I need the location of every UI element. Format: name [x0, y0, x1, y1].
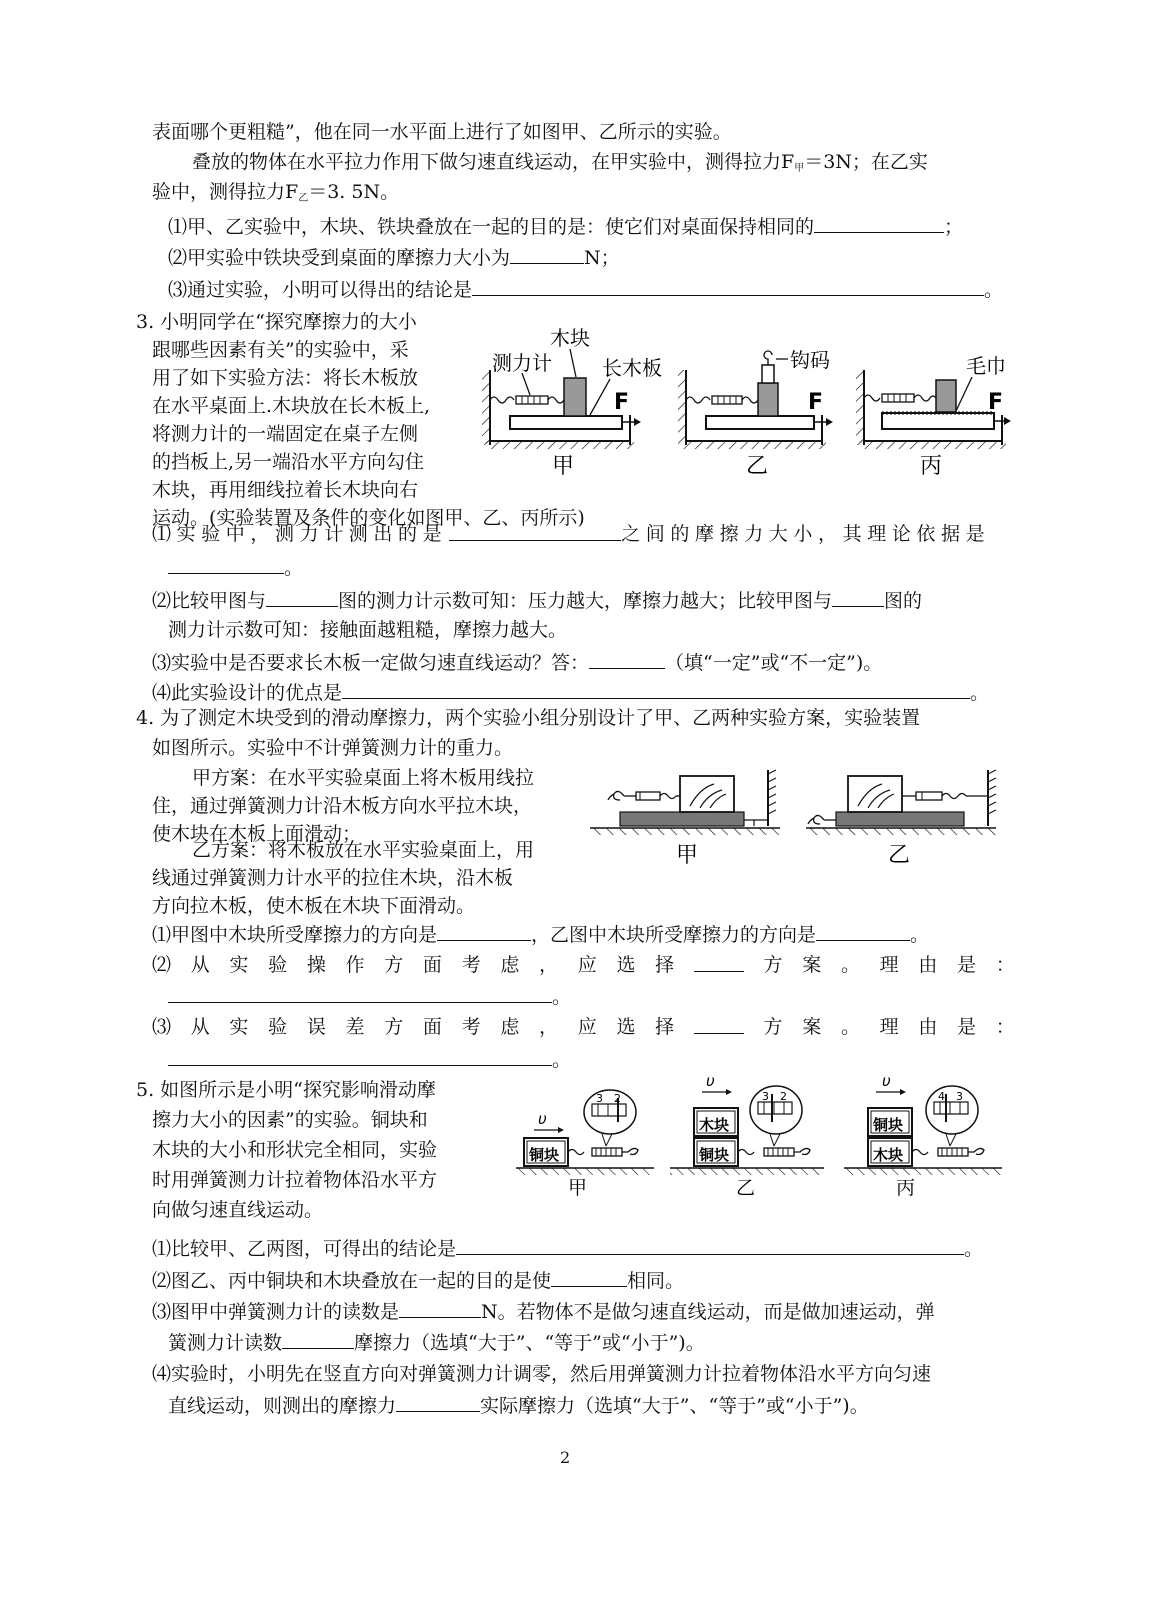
q5-s4-line2-b: 实际摩擦力（选填“大于”、“等于”或“小于”)。	[480, 1395, 869, 1417]
q3-panel-yi	[678, 348, 833, 479]
q5-dial-value: 2	[780, 1090, 787, 1103]
q4-intro1: 4. 为了测定木块受到的滑动摩擦力，两个实验小组分别设计了甲、乙两种实验方案，实验装置	[136, 707, 921, 729]
q4-s3-c: 差	[345, 1016, 365, 1038]
q2-s3-text: ⑶通过实验，小明可以得出的结论是	[168, 279, 473, 301]
q4-s2-c: 方	[763, 954, 783, 976]
q3-s2-blank1[interactable]	[266, 588, 338, 607]
q4-s2-c: 应	[577, 954, 597, 976]
q3-intro-line: 木块，再用细线拉着长木块向右	[152, 479, 419, 501]
q4-s3-c: 误	[306, 1016, 326, 1038]
q3-s1-blank2[interactable]	[168, 555, 284, 574]
q4-s3-c: 验	[268, 1016, 288, 1038]
q3-intro-line: 在水平桌面上.木块放在长木板上,	[152, 395, 431, 417]
q3-label-meter: 测力计	[492, 351, 552, 375]
q3-label-weight: 钩码	[790, 348, 830, 372]
q4-plan-b-line: 方向拉木板，使木板在木块下面滑动。	[152, 895, 476, 917]
q3-s2	[152, 588, 922, 613]
q5-intro-line: 5. 如图所示是小明“探究影响滑动摩	[136, 1079, 436, 1101]
q5-s2-b: 相同。	[627, 1270, 685, 1292]
q4-s2-end: 。	[552, 986, 572, 1008]
q2-line3-b: ＝3. 5N。	[308, 181, 400, 203]
q4-s3-c: ，	[539, 1016, 559, 1038]
q3-s1-blank[interactable]	[449, 522, 621, 541]
q4-s3-c: 从	[190, 1016, 210, 1038]
q5-v-label: υ	[882, 1072, 891, 1090]
q4-s3-c: 案	[802, 1016, 822, 1038]
q2-s2-blank[interactable]	[510, 245, 584, 264]
q5-s3-line2-b: 摩擦力（选填“大于”、“等于”或“小于”)。	[354, 1332, 705, 1354]
q2-s1	[168, 214, 963, 239]
q4-s1	[152, 922, 929, 947]
q3-panel-bing	[856, 354, 1011, 479]
q4-s3	[152, 1015, 1015, 1039]
q5-s4: ⑷实验时，小明先在竖直方向对弹簧测力计调零，然后用弹簧测力计拉着物体沿水平方向匀速	[152, 1363, 932, 1385]
q4-figure	[584, 768, 1004, 872]
q3-caption-yi: 乙	[746, 454, 769, 479]
q4-plan-a-line: 住，通过弹簧测力计沿木板方向水平拉木块，	[152, 795, 533, 817]
q2-s2	[168, 245, 620, 270]
q4-s1-end: 。	[910, 924, 930, 946]
q4-s3-c: 应	[577, 1016, 597, 1038]
q5-s4-blank[interactable]	[396, 1393, 480, 1412]
q4-plan-b-line: 线通过弹簧测力计水平的拉住木块，沿木板	[152, 867, 514, 889]
q4-s3-c: 实	[229, 1016, 249, 1038]
q3-caption-bing: 丙	[920, 454, 943, 479]
q4-s2-c: 虑	[500, 954, 520, 976]
q4-s1-b: ，乙图中木块所受摩擦力的方向是	[531, 924, 817, 946]
q3-label-force: F	[614, 390, 630, 415]
q5-s1-blank[interactable]	[456, 1236, 964, 1255]
q4-s2-c: 作	[345, 954, 365, 976]
q3-s2-b: 图的测力计示数可知：压力越大，摩擦力越大；比较甲图与	[338, 590, 833, 612]
q4-s2-c: 考	[461, 954, 481, 976]
q3-intro-line: 跟哪些因素有关”的实验中，采	[152, 339, 409, 361]
q5-dial-value: 2	[614, 1092, 621, 1105]
q4-s2-c: 是	[957, 954, 977, 976]
q3-label-force: F	[988, 390, 1004, 415]
q2-line2-sub: 甲	[794, 163, 805, 174]
q4-plan-a-line: 使木块在木板上面滑动；	[152, 823, 362, 845]
q4-s2-c: 由	[918, 954, 938, 976]
q4-s2-c: 择	[655, 954, 675, 976]
q5-figure	[510, 1070, 1010, 1204]
q2-line3-sub: 乙	[298, 193, 309, 204]
q5-s3-line2-a: 簧测力计读数	[168, 1332, 283, 1354]
q3-s2-c: 图的	[884, 590, 923, 612]
q4-s3-c: 选	[616, 1016, 636, 1038]
q3-intro-line: 将测力计的一端固定在桌子左侧	[152, 423, 419, 445]
q3-s1-full	[152, 522, 1015, 546]
q3-s2-line2: 测力计示数可知：接触面越粗糙，摩擦力越大。	[168, 619, 568, 641]
q4-s1-blank2[interactable]	[816, 922, 910, 941]
q4-s3-c: ：	[995, 1016, 1015, 1038]
q5-v-label: υ	[538, 1110, 547, 1128]
q3-s4-end: 。	[970, 682, 990, 704]
q5-intro-line: 时用弹簧测力计拉着物体沿水平方	[152, 1169, 438, 1191]
q5-s3-b: N。若物体不是做匀速直线运动，而是做加速运动，弹	[481, 1301, 935, 1323]
q5-panel-yi	[670, 1072, 824, 1199]
q5-copper-label: 铜块	[529, 1146, 560, 1164]
q3-label-towel: 毛巾	[966, 354, 1006, 378]
q4-caption-jia: 甲	[676, 843, 699, 868]
q5-s4-line2	[168, 1393, 869, 1418]
q3-s3-blank[interactable]	[589, 650, 665, 669]
q5-s1	[152, 1236, 983, 1261]
q2-s3-end: 。	[984, 279, 1004, 301]
q3-s2-blank2[interactable]	[832, 588, 884, 607]
q4-s3-c: 择	[655, 1016, 675, 1038]
q5-dial-value: 3	[596, 1092, 603, 1105]
q4-s3-reason-blank[interactable]	[168, 1047, 552, 1066]
q5-s3-blank2[interactable]	[282, 1330, 354, 1349]
q4-s2-c: ⑵	[152, 954, 172, 976]
page-number: 2	[560, 1448, 571, 1467]
q3-intro-line: 3. 小明同学在“探究摩擦力的大小	[136, 311, 417, 333]
q5-s1-end: 。	[964, 1238, 984, 1260]
q3-panel-jia	[482, 326, 662, 479]
q3-s3-a: ⑶实验中是否要求长木板一定做匀速直线运动？答：	[152, 652, 590, 674]
q4-s2-c: 从	[190, 954, 210, 976]
q2-s2-text: ⑵甲实验中铁块受到桌面的摩擦力大小为	[168, 247, 511, 269]
q4-s2-c: 验	[268, 954, 288, 976]
q5-s3-line2	[168, 1330, 705, 1355]
q4-s1-a: ⑴甲图中木块所受摩擦力的方向是	[152, 924, 438, 946]
q3-s3	[152, 650, 882, 675]
q5-intro-line: 擦力大小的因素”的实验。铜块和	[152, 1109, 428, 1131]
q4-s1-blank1[interactable]	[437, 922, 531, 941]
q4-s3-c: 理	[879, 1016, 899, 1038]
q4-s3-c: 面	[422, 1016, 442, 1038]
q3-intro-line: 的挡板上,另一端沿水平方向勾住	[152, 451, 425, 473]
q3-s4-blank[interactable]	[342, 680, 970, 699]
q3-s3-b: （填“一定”或“不一定”)。	[665, 652, 883, 674]
q4-s3-line2	[168, 1047, 571, 1072]
q5-s3	[152, 1299, 935, 1324]
q2-line2	[192, 150, 928, 181]
q4-s3-c: 由	[918, 1016, 938, 1038]
q5-s2-blank[interactable]	[551, 1268, 627, 1287]
q4-s2-c: 操	[306, 954, 326, 976]
q4-caption-yi: 乙	[888, 843, 911, 868]
q3-intro-line: 用了如下实验方法：将长木板放	[152, 367, 419, 389]
q2-s1-blank[interactable]	[814, 214, 944, 233]
q4-s3-c: 考	[461, 1016, 481, 1038]
q3-intro-line: 运动。(实验装置及条件的变化如图甲、乙、丙所示)	[152, 507, 585, 529]
q5-s2-a: ⑵图乙、丙中铜块和木块叠放在一起的目的是使	[152, 1270, 552, 1292]
q4-s2-c: 案	[802, 954, 822, 976]
q4-s2-reason-blank[interactable]	[168, 984, 552, 1003]
q2-line3	[152, 180, 399, 211]
q4-s3-c: 方	[763, 1016, 783, 1038]
q3-s2-a: ⑵比较甲图与	[152, 590, 267, 612]
q4-panel-yi	[806, 770, 996, 868]
q5-s4-line2-a: 直线运动，则测出的摩擦力	[168, 1395, 397, 1417]
q4-s2-c: 选	[616, 954, 636, 976]
q5-s2	[152, 1268, 684, 1293]
q5-copper-label: 铜块	[699, 1146, 730, 1164]
q2-s1-end: ；	[944, 216, 964, 238]
q4-s3-blank[interactable]	[694, 1015, 744, 1034]
q3-s4	[152, 680, 989, 705]
q2-line1: 表面哪个更粗糙”，他在同一水平面上进行了如图甲、乙所示的实验。	[152, 121, 732, 143]
q5-s1-text: ⑴比较甲、乙两图，可得出的结论是	[152, 1238, 457, 1260]
q2-s3-blank[interactable]	[472, 277, 984, 296]
q3-caption-jia: 甲	[552, 454, 575, 479]
q4-s2-c: 理	[879, 954, 899, 976]
q5-intro-line: 木块的大小和形状完全相同，实验	[152, 1139, 438, 1161]
q4-s2-c: ，	[539, 954, 559, 976]
q4-s3-c: 是	[957, 1016, 977, 1038]
q4-s2-line2	[168, 984, 571, 1009]
q3-s1-a2: ⑴实验中，测力计测出的是	[152, 523, 448, 545]
q5-wood-label: 木块	[699, 1116, 730, 1134]
q4-s3-c: 虑	[500, 1016, 520, 1038]
q5-caption-yi: 乙	[736, 1177, 756, 1199]
q5-dial-value: 4	[938, 1090, 945, 1103]
q5-v-label: υ	[706, 1072, 715, 1090]
q2-s1-text: ⑴甲、乙实验中，木块、铁块叠放在一起的目的是：使它们对桌面保持相同的	[168, 216, 815, 238]
q4-intro2: 如图所示。实验中不计弹簧测力计的重力。	[152, 737, 514, 759]
q2-s3	[168, 277, 1003, 302]
q5-s3-blank1[interactable]	[399, 1299, 481, 1318]
q5-panel-jia	[516, 1090, 654, 1199]
q4-s2-blank[interactable]	[694, 953, 744, 972]
q3-label-block: 木块	[550, 326, 590, 350]
q5-caption-bing: 丙	[896, 1177, 916, 1199]
q4-plan-b-line: 乙方案：将木板放在水平实验桌面上，用	[192, 839, 535, 861]
q5-s3-a: ⑶图甲中弹簧测力计的读数是	[152, 1301, 400, 1323]
q4-s3-end: 。	[552, 1049, 572, 1071]
q2-s2-end: N；	[584, 247, 620, 269]
q2-line2-a: 叠放的物体在水平拉力作用下做匀速直线运动，在甲实验中，测得拉力F	[192, 151, 795, 173]
q5-copper-label: 铜块	[873, 1116, 904, 1134]
q4-s3-c: 。	[840, 1016, 860, 1038]
q4-s2-c: 方	[384, 954, 404, 976]
q5-dial-value: 3	[762, 1090, 769, 1103]
q2-line2-b: ＝3N；在乙实	[804, 151, 928, 173]
q3-s1-end: 。	[284, 557, 304, 579]
q4-s2	[152, 953, 1015, 977]
q5-panel-bing	[844, 1072, 1002, 1199]
q4-s2-c: 实	[229, 954, 249, 976]
q4-s2-c: ：	[995, 954, 1015, 976]
q3-s1-line2	[168, 555, 303, 580]
q4-panel-jia	[590, 770, 780, 868]
q5-dial-value: 3	[956, 1090, 963, 1103]
q4-s3-c: 方	[384, 1016, 404, 1038]
q3-s4-text: ⑷此实验设计的优点是	[152, 682, 343, 704]
q5-intro-line: 向做匀速直线运动。	[152, 1199, 324, 1221]
q4-plan-a-line: 甲方案：在水平实验桌面上将木板用线拉	[192, 767, 535, 789]
q3-figure	[478, 315, 1038, 485]
q4-s2-c: 面	[422, 954, 442, 976]
q5-caption-jia: 甲	[568, 1177, 588, 1199]
q3-label-board: 长木板	[602, 356, 662, 380]
q2-line3-a: 验中，测得拉力F	[152, 181, 299, 203]
q3-s1-b: 之间的摩擦力大小，其理论依据是	[621, 523, 991, 545]
q4-s2-c: 。	[840, 954, 860, 976]
q3-label-force: F	[808, 390, 824, 415]
q5-wood-label: 木块	[873, 1146, 904, 1164]
q4-s3-c: ⑶	[152, 1016, 172, 1038]
